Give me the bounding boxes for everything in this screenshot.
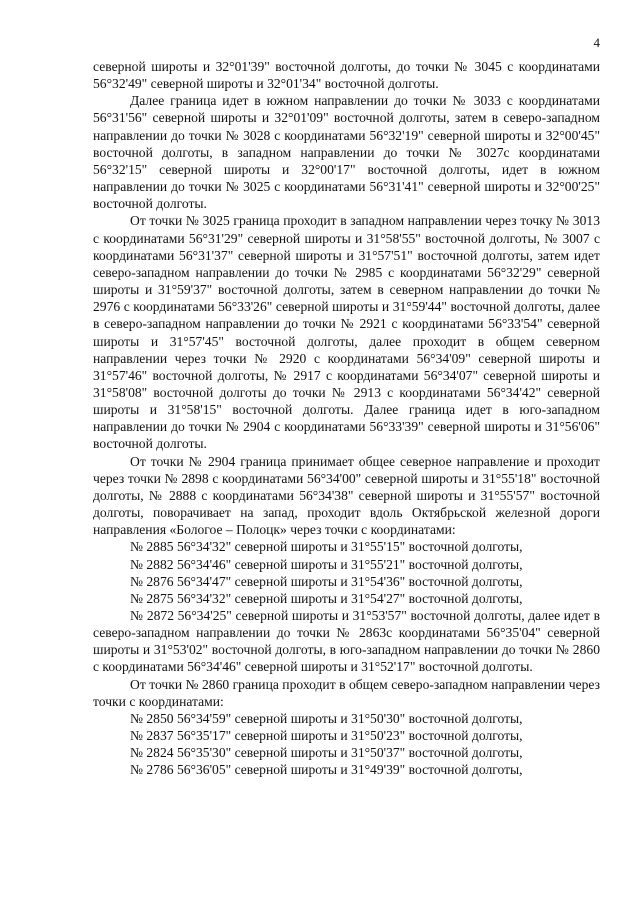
coordinate-list-item: № 2786 56°36'05" северной широты и 31°49'39" восточной долготы, (130, 762, 523, 778)
paragraph: От точки № 2860 граница проходит в общем северо-западном направлении через точки с координатами: (93, 676, 600, 709)
document-body (93, 58, 600, 779)
paragraph: От точки № 3025 граница проходит в западном направлении через точку № 3013 с координатами 56°31'29" северной широты и 31°58'55" восточной долготы, № 3007 с координатами 56°31'37" северной широты и 31°57'51" восточной долготы, затем идет северо-западном направлении до точки № 2985 с координатами 56°32'29" северной широты и 31°59'37" восточной долготы, затем в северном направлении до точки № 2976 с координатами 56°33'26" северной широты и 31°59'44" восточной долготы, далее в северо-западном направлении до точки № 2921 с координатами 56°33'54" северной широты и 31°57'45" восточной долготы, далее проходит в общем северном направлении через точки № 2920 с координатами 56°34'09" северной широты и 31°57'46" восточной долготы, № 2917 с координатами 56°34'07" северной широты и 31°58'08" восточной долготы до точки № 2913 с координатами 56°34'42" северной широты и 31°58'15" восточной долготы. Далее граница идет в юго-западном направлении до точки № 2904 с координатами 56°33'39" северной широты и 31°56'06" восточной долготы. (93, 213, 600, 452)
paragraph: № 2872 56°34'25" северной широты и 31°53'57" восточной долготы, далее идет в северо-западном направлении до точки № 2863с координатами 56°35'04" северной широты и 31°53'02" восточной долготы, в юго-западном направлении до точки № 2860 с координатами 56°34'46" северной широты и 31°52'17" восточной долготы. (93, 608, 600, 675)
page-number: 4 (593, 35, 600, 50)
paragraph: Далее граница идет в южном направлении до точки № 3033 с координатами 56°31'56" северной широты и 32°01'09" восточной долготы, затем в северо-западном направлении до точки № 3028 с координатами 56°32'19" северной широты и 32°00'45" восточной долготы, в западном направлении до точки № 3027с координатами 56°32'15" северной широты и 32°00'17" восточной долготы, идет в южном направлении до точки № 3025 с координатами 56°31'41" северной широты и 32°00'25" восточной долготы. (93, 93, 600, 212)
paragraph-continuation: северной широты и 32°01'39" восточной долготы, до точки № 3045 с координатами 56°32'49" северной широты и 32°01'34" восточной долготы. (93, 59, 600, 92)
coordinate-list-item: № 2824 56°35'30" северной широты и 31°50'37" восточной долготы, (130, 745, 523, 761)
coordinate-list-item: № 2882 56°34'46" северной широты и 31°55'21" восточной долготы, (130, 556, 523, 572)
paragraph: От точки № 2904 граница принимает общее северное направление и проходит через точки № 2898 с координатами 56°34'00" северной широты и 31°55'18" восточной долготы, № 2888 с координатами 56°34'38" северной широты и 31°55'57" восточной долготы, поворачивает на запад, проходит вдоль Октябрьской железной дороги направления «Бологое – Полоцк» через точки с координатами: (93, 453, 600, 538)
coordinate-list-item: № 2837 56°35'17" северной широты и 31°50'23" восточной долготы, (130, 728, 523, 744)
coordinate-list-item: № 2850 56°34'59" северной широты и 31°50'30" восточной долготы, (130, 710, 523, 726)
coordinate-list-item: № 2875 56°34'32" северной широты и 31°54'27" восточной долготы, (130, 590, 523, 606)
coordinate-list-item: № 2885 56°34'32" северной широты и 31°55'15" восточной долготы, (130, 539, 523, 555)
coordinate-list-item: № 2876 56°34'47" северной широты и 31°54'36" восточной долготы, (130, 573, 523, 589)
